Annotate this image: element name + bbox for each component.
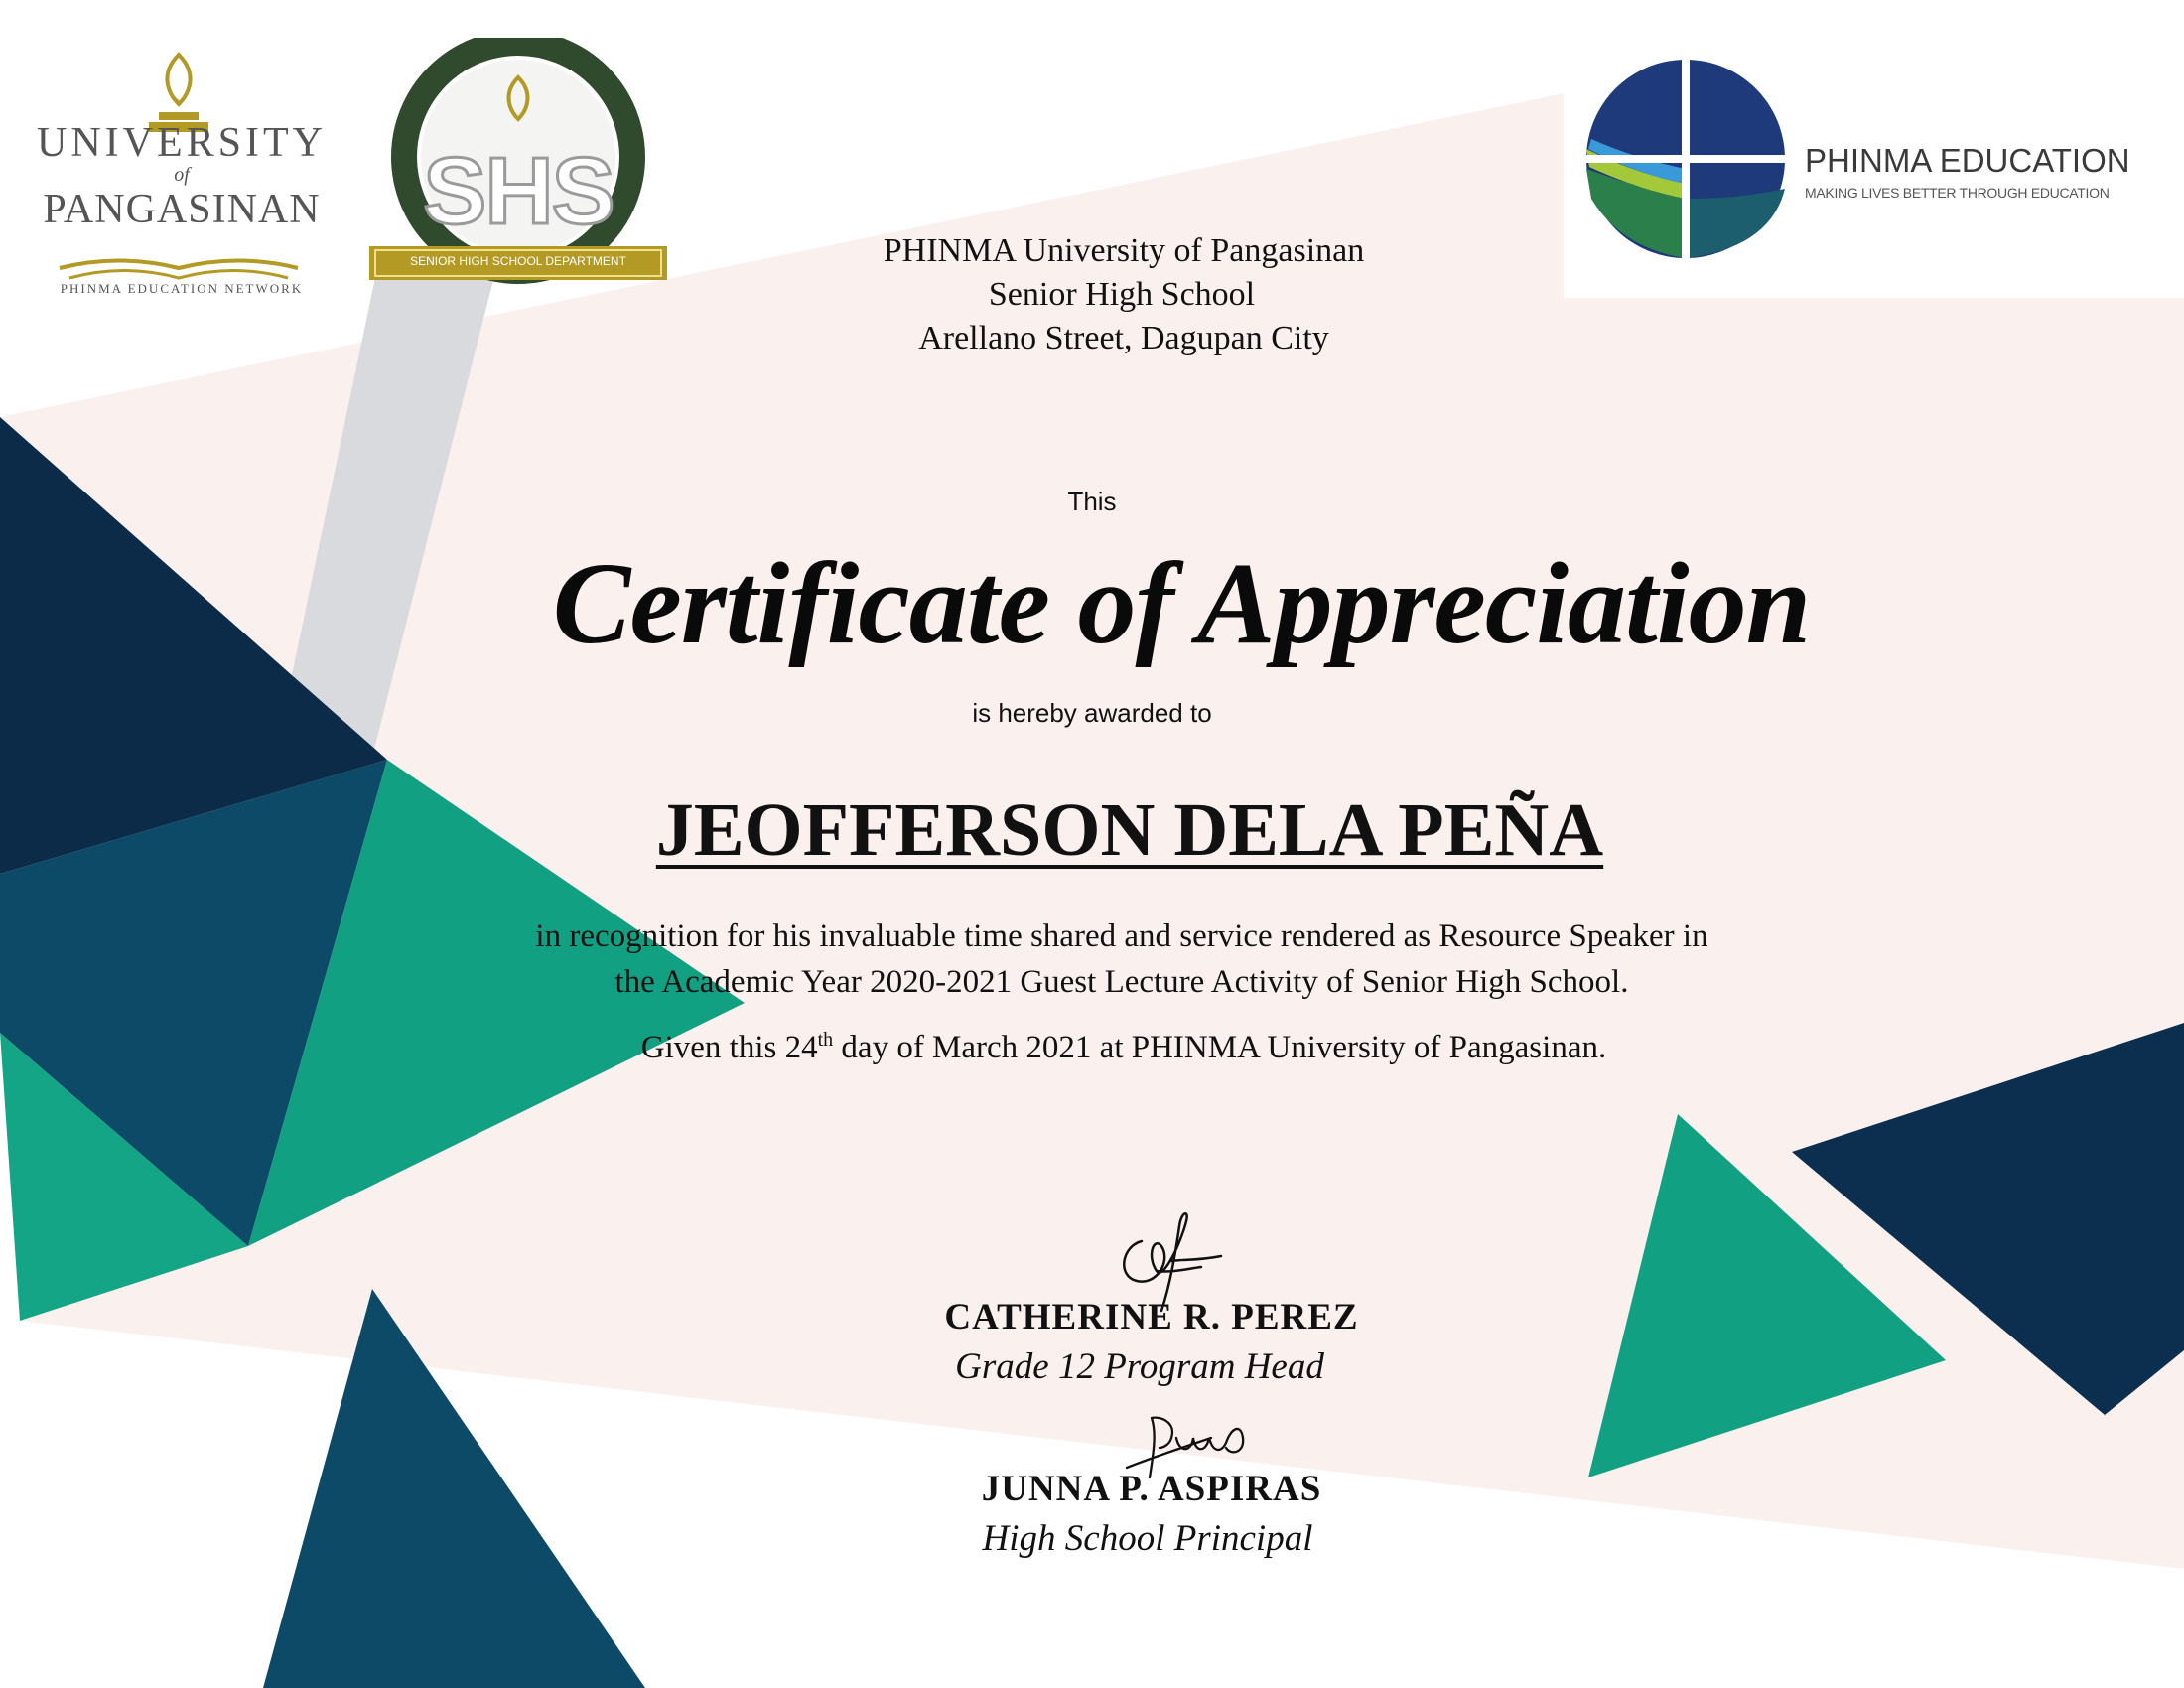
given-rest: day of March 2021 at PHINMA University of Pangasinan. — [833, 1030, 1607, 1065]
phinma-logo-tagline: MAKING LIVES BETTER THROUGH EDUCATION — [1805, 185, 2110, 201]
shs-seal-banner: SENIOR HIGH SCHOOL DEPARTMENT — [410, 254, 626, 268]
signatory-2-role: High School Principal — [982, 1518, 1313, 1559]
certificate-title: Certificate of Appreciation — [552, 538, 1811, 668]
header-department: Senior High School — [988, 276, 1256, 313]
university-logo-line1: UNIVERSITY — [37, 120, 327, 166]
recognition-line-1: in recognition for his invaluable time shared and service rendered as Resource Speaker in — [535, 918, 1708, 954]
given-prefix: Given this 24 — [640, 1030, 818, 1065]
shs-seal-letters: SHS — [423, 138, 614, 244]
header-address: Arellano Street, Dagupan City — [918, 320, 1329, 356]
recognition-line-2: the Academic Year 2020-2021 Guest Lecture Activity of Senior High School. — [614, 964, 1629, 1000]
recipient-name: JEOFFERSON DELA PEÑA — [655, 788, 1604, 872]
given-date-line — [32, 1029, 2184, 1066]
phinma-logo-name: PHINMA EDUCATION — [1805, 142, 2130, 179]
university-logo-line3: PANGASINAN — [43, 187, 321, 232]
recognition-text — [437, 914, 1807, 1005]
given-ordinal-suffix: th — [817, 1029, 834, 1051]
header-school-name: PHINMA University of Pangasinan — [883, 232, 1365, 269]
certificate-intro: This — [1067, 487, 1117, 516]
awarded-to-text: is hereby awarded to — [972, 698, 1212, 728]
signatory-2-name: JUNNA P. ASPIRAS — [981, 1469, 1322, 1509]
signatory-1-name: CATHERINE R. PEREZ — [944, 1297, 1359, 1337]
signatory-1-role: Grade 12 Program Head — [955, 1346, 1324, 1387]
university-logo-line2: of — [174, 164, 190, 186]
university-logo-network: PHINMA EDUCATION NETWORK — [60, 281, 304, 296]
